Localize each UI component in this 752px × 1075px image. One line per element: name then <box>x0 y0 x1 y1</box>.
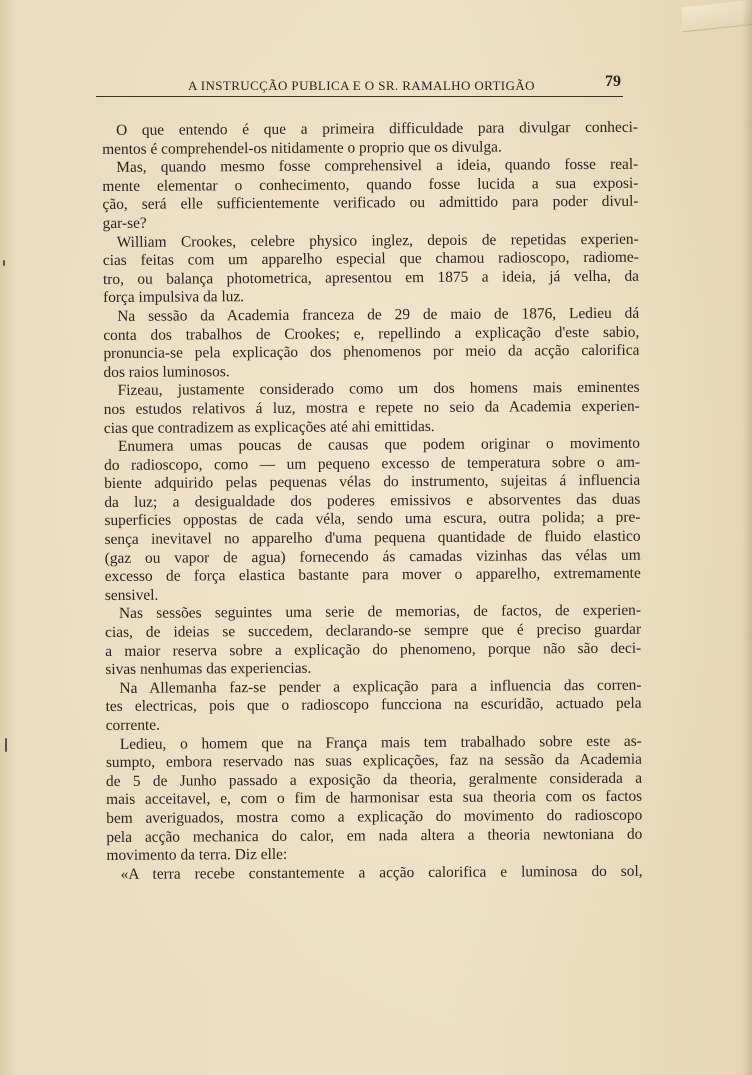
text-line: de 5 de Junho passado a exposição da theoria, geralmente considerada a <box>105 769 643 790</box>
text-line: nos estudos relativos á luz, mostra e repete no seio da Academia experien- <box>103 397 640 418</box>
running-title: A INSTRUCÇÃO PUBLICA E O SR. RAMALHO ORTIGÃO <box>188 78 535 93</box>
text-line: cias que contradizem as explicações até ahi emittidas. <box>103 417 435 437</box>
text-line: Fizeau, justamente considerado como um dos homens mais eminentes <box>117 379 640 400</box>
text-line: Enumera umas poucas de causas que podem originar o movimento <box>117 434 641 456</box>
text-line: da luz; a desigualdade dos poderes emissivos e absorventes das duas <box>104 490 641 511</box>
text-line: pela acção mechanica do calor, em nada altera a theoria newtoniana do <box>106 825 643 846</box>
text-line: mente elementar o conhecimento, quando fosse lucida a sua exposi- <box>102 174 639 195</box>
text-line: Ledieu, o homem que na França mais tem trabalhado sobre este as- <box>119 732 642 753</box>
margin-tick-mark <box>3 260 5 266</box>
text-line: William Crookes, celebre physico inglez, depois de repetidas experien- <box>116 230 639 251</box>
text-line: corrente. <box>105 716 161 734</box>
text-line: «A terra recebe constantemente a acção calorifica e luminosa do sol, <box>120 862 643 883</box>
text-line: sensivel. <box>104 586 159 604</box>
text-line: bem averiguados, mostra como a explicação do movimento do radioscopo <box>106 806 643 827</box>
text-line: Na sessão da Academia franceza de 29 de maio de 1876, Ledieu dá <box>117 304 640 325</box>
text-line: excesso de força elastica bastante para mover o apparelho, extremamente <box>104 564 641 586</box>
text-line: mentos é comprehendel-os nitidamente o proprio que os divulga. <box>102 138 502 158</box>
text-line: sença inevitavel no apparelho d'uma pequena quantidade de fluido elastico <box>104 527 641 549</box>
page-number: 79 <box>605 73 621 90</box>
text-line: pronuncia-se pela explicação dos phenomenos por meio da acção calorifica <box>103 341 640 363</box>
text-line: (gaz ou vapor de agua) fornecendo ás camadas vizinhas das vélas um <box>104 546 641 567</box>
text-line: cias, de ideias se succedem, declarando-se sempre que é preciso guardar <box>105 620 642 642</box>
text-line: cias feitas com um apparelho especial que chamou radioscopo, radiome- <box>102 248 639 270</box>
running-header <box>96 72 623 97</box>
text-line: Mas, quando mesmo fosse comprehensivel a ideia, quando fosse real- <box>116 155 639 177</box>
text-line: força impulsiva da luz. <box>103 288 245 307</box>
body-text <box>102 119 643 885</box>
text-line: Nas sessões seguintes uma serie de memorias, de factos, de experien- <box>118 602 642 623</box>
text-line: superficies oppostas de cada véla, sendo uma escura, outra polida; a pre- <box>104 509 641 530</box>
text-line: conta dos trabalhos de Crookes; e, repellindo a explicação d'este sabio, <box>103 323 640 344</box>
text-line: gar-se? <box>102 214 147 232</box>
text-line: tes electricas, pois que o radioscopo funcciona na escuridão, actuado pela <box>105 695 642 716</box>
text-line: dos raios luminosos. <box>103 362 230 381</box>
text-line: biente adquirido pelas pequenas vélas do instrumento, sujeitas á influencia <box>104 472 641 493</box>
margin-tick-mark <box>5 738 7 752</box>
text-line: tro, ou balança photometrica, apresentou em 1875 a ideia, já velha, da <box>102 267 640 288</box>
text-line: a maior reserva sobre a explicação do phenomeno, porque não são deci- <box>105 639 642 660</box>
page-edge-shadow <box>742 0 752 1075</box>
text-line: sivas nenhumas das experiencias. <box>105 659 312 679</box>
text-line: sumpto, embora reservado nas suas explicações, faz na sessão da Academia <box>105 750 642 772</box>
text-line: do radioscopo, como — um pequeno excesso de temperatura sobre o am- <box>104 453 641 474</box>
text-line: mais acceitavel, e, com o fim de harmonisar esta sua theoria com os factos <box>106 788 643 809</box>
text-line: Na Allemanha faz-se pender a explicação para a influencia das corren- <box>119 676 642 697</box>
text-line: O que entendo é que a primeira difficuldade para divulgar conheci- <box>115 118 639 139</box>
text-line: movimento da terra. Diz elle: <box>106 846 288 865</box>
text-line: ção, será elle sufficientemente verificado ou admittido para poder divul- <box>102 193 639 214</box>
